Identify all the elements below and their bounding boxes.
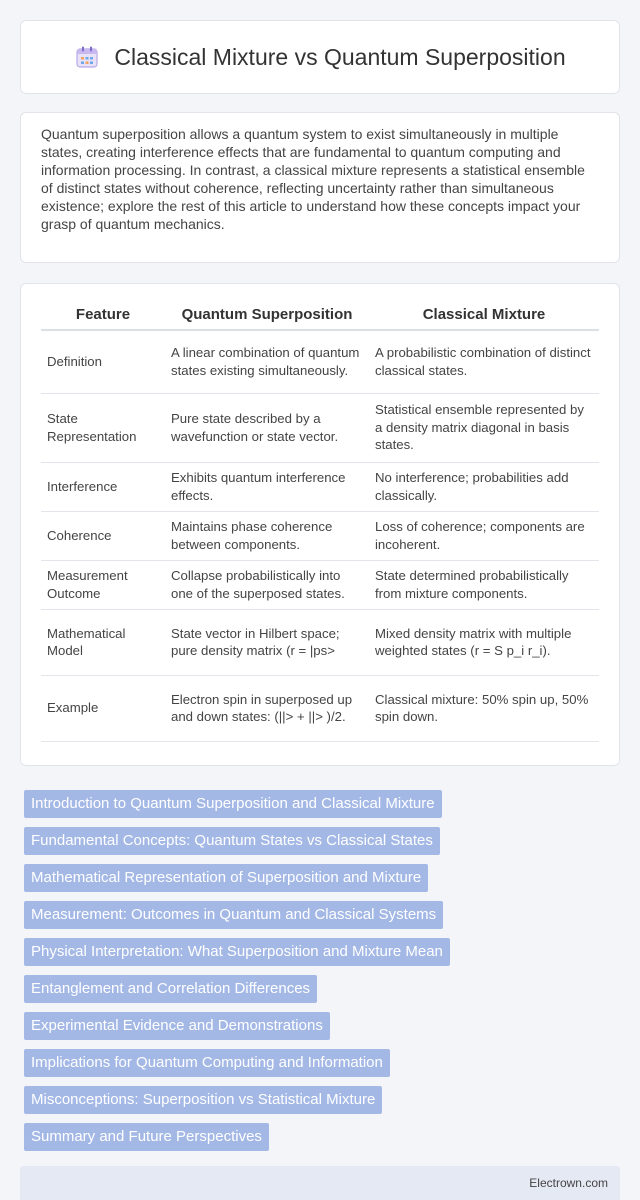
table-cell: Interference — [41, 462, 165, 511]
table-cell: Measurement Outcome — [41, 560, 165, 609]
table-row — [41, 393, 599, 462]
column-header: Feature — [41, 300, 165, 330]
article-link[interactable]: Implications for Quantum Computing and Information — [24, 1049, 390, 1077]
table-cell: Mathematical Model — [41, 609, 165, 675]
table-cell: Maintains phase coherence between components. — [165, 511, 369, 560]
intro-card — [20, 112, 620, 263]
article-link[interactable]: Summary and Future Perspectives — [24, 1123, 269, 1151]
article-link[interactable]: Entanglement and Correlation Differences — [24, 975, 317, 1003]
calendar-icon — [74, 44, 100, 70]
table-cell: Coherence — [41, 511, 165, 560]
table-cell: A linear combination of quantum states existing simultaneously. — [165, 330, 369, 393]
table-row — [41, 609, 599, 675]
article-link[interactable]: Fundamental Concepts: Quantum States vs Classical States — [24, 827, 440, 855]
column-header: Classical Mixture — [369, 300, 599, 330]
table-cell: State vector in Hilbert space; pure density matrix (r = |ps> — [165, 609, 369, 675]
table-cell: State Representation — [41, 393, 165, 462]
table-cell: Electron spin in superposed up and down states: (||> + ||> )/2. — [165, 675, 369, 741]
page-title: Classical Mixture vs Quantum Superposition — [114, 43, 566, 70]
article-link[interactable]: Experimental Evidence and Demonstrations — [24, 1012, 330, 1040]
table-cell: Classical mixture: 50% spin up, 50% spin down. — [369, 675, 599, 741]
table-row — [41, 462, 599, 511]
footer-brand: Electrown.com — [529, 1176, 608, 1190]
column-header: Quantum Superposition — [165, 300, 369, 330]
table-cell: Example — [41, 675, 165, 741]
article-link[interactable]: Mathematical Representation of Superposition and Mixture — [24, 864, 428, 892]
table-cell: Mixed density matrix with multiple weighted states (r = S p_i r_i). — [369, 609, 599, 675]
table-cell: Exhibits quantum interference effects. — [165, 462, 369, 511]
table-cell: Pure state described by a wavefunction or state vector. — [165, 393, 369, 462]
table-row — [41, 330, 599, 393]
table-cell: State determined probabilistically from mixture components. — [369, 560, 599, 609]
table-cell: Collapse probabilistically into one of the superposed states. — [165, 560, 369, 609]
table-header-row — [41, 300, 599, 330]
table-cell: A probabilistic combination of distinct classical states. — [369, 330, 599, 393]
page-footer — [20, 1166, 620, 1200]
comparison-table-card — [20, 283, 620, 766]
article-link[interactable]: Introduction to Quantum Superposition and Classical Mixture — [24, 790, 442, 818]
article-link[interactable]: Misconceptions: Superposition vs Statistical Mixture — [24, 1086, 382, 1114]
table-row — [41, 675, 599, 741]
comparison-table — [41, 300, 599, 742]
intro-text: Quantum superposition allows a quantum system to exist simultaneously in multiple states, creating interference effects that are fundamental to quantum computing and information processing. In contrast, a classical mixture represents a statistical ensemble of distinct states without coherence, reflecting uncertainty rather than simultaneous existence; explore the rest of this article to understand how these concepts impact your grasp of quantum mechanics. — [41, 126, 585, 232]
table-row — [41, 560, 599, 609]
table-cell: Loss of coherence; components are incoherent. — [369, 511, 599, 560]
article-links — [24, 790, 450, 1160]
table-cell: Statistical ensemble represented by a density matrix diagonal in basis states. — [369, 393, 599, 462]
page-header — [20, 20, 620, 94]
article-link[interactable]: Measurement: Outcomes in Quantum and Classical Systems — [24, 901, 443, 929]
table-cell: No interference; probabilities add classically. — [369, 462, 599, 511]
article-link[interactable]: Physical Interpretation: What Superposition and Mixture Mean — [24, 938, 450, 966]
table-cell: Definition — [41, 330, 165, 393]
table-row — [41, 511, 599, 560]
